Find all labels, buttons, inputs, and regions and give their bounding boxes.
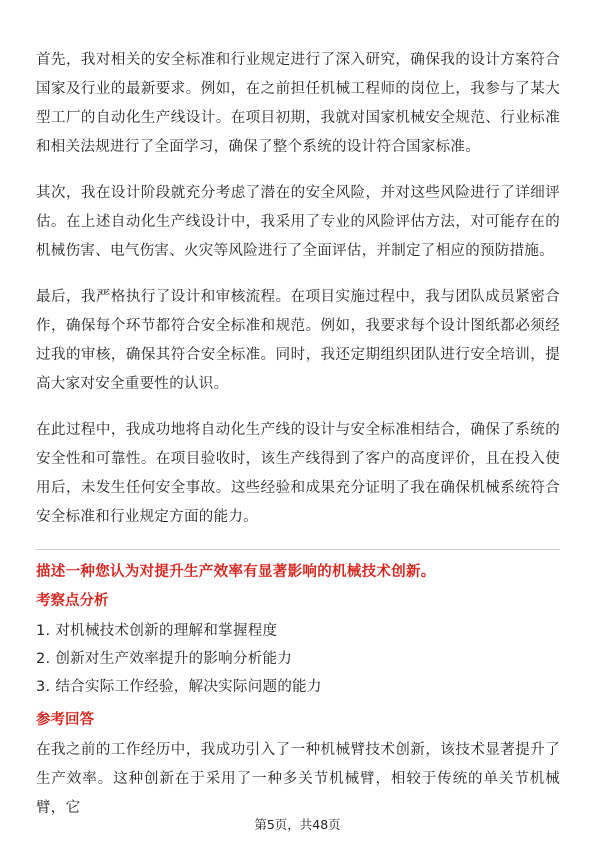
page-number: 第5页，共48页 (254, 817, 341, 832)
reference-answer: 在我之前的工作经历中，我成功引入了一种机械臂技术创新，该技术显著提升了生产效率。这种创新在于采用了一种多关节机械臂，相较于传统的单关节机械臂，它 (36, 742, 560, 816)
list-item: 2. 创新对生产效率提升的影响分析能力 (36, 651, 293, 667)
paragraph-second: 其次，我在设计阶段就充分考虑了潜在的安全风险，并对这些风险进行了详细评估。在上述自动化生产线设计中，我采用了专业的风险评估方法，对可能存在的机械伤害、电气伤害、火灾等风险进行了全面评估，并制定了相应的预防措施。 (36, 185, 560, 259)
paragraph-fourth: 在此过程中，我成功地将自动化生产线的设计与安全标准相结合，确保了系统的安全性和可靠性。在项目验收时，该生产线得到了客户的高度评价，且在投入使用后，未发生任何安全事故。这些经验和成果充分证明了我在确保机械系统符合安全标准和行业规定方面的能力。 (36, 422, 560, 525)
analysis-heading: 考察点分析 (36, 593, 109, 609)
document-body (36, 46, 560, 823)
paragraph-third: 最后，我严格执行了设计和审核流程。在项目实施过程中，我与团队成员紧密合作，确保每个环节都符合安全标准和规范。例如，我要求每个设计图纸都必须经过我的审核，确保其符合安全标准。同时，我还定期组织团队进行安全培训，提高大家对安全重要性的认识。 (36, 289, 560, 392)
list-item: 1. 对机械技术创新的理解和掌握程度 (36, 623, 278, 639)
analysis-list (36, 617, 560, 701)
section-divider (36, 549, 560, 550)
paragraph-first: 首先，我对相关的安全标准和行业规定进行了深入研究，确保我的设计方案符合国家及行业的最新要求。例如，在之前担任机械工程师的岗位上，我参与了某大型工厂的自动化生产线设计。在项目初期，我就对国家机械安全规范、行业标准和相关法规进行了全面学习，确保了整个系统的设计符合国家标准。 (36, 52, 560, 155)
list-item: 3. 结合实际工作经验，解决实际问题的能力 (36, 679, 322, 695)
question-heading: 描述一种您认为对提升生产效率有显著影响的机械技术创新。 (36, 564, 436, 580)
reference-heading: 参考回答 (36, 712, 94, 728)
